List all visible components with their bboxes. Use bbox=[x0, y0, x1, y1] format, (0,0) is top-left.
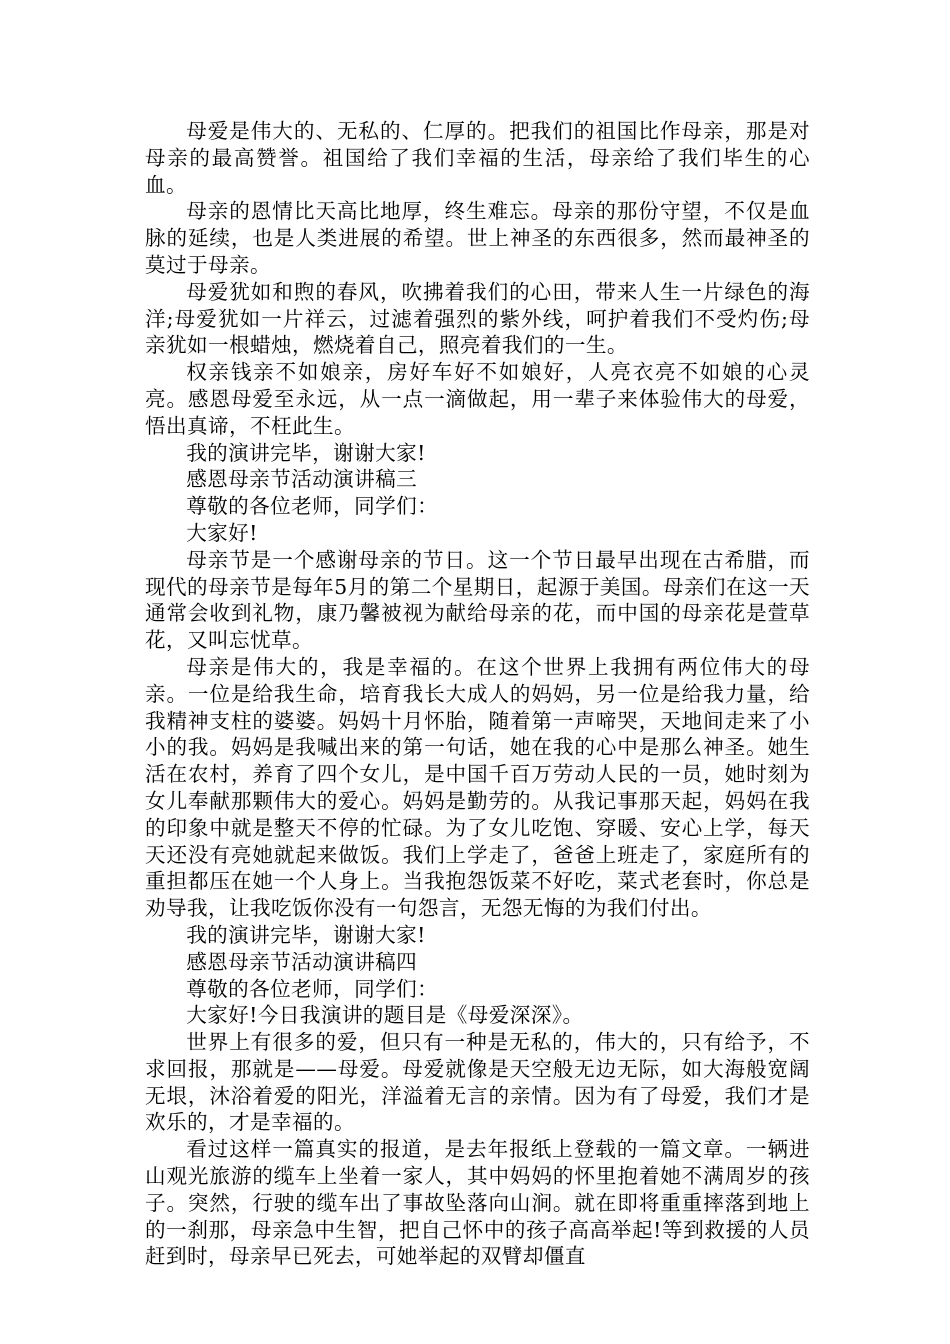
closing-line: 我的演讲完毕，谢谢大家! bbox=[186, 440, 426, 465]
section-heading: 感恩母亲节活动演讲稿三 bbox=[186, 467, 418, 492]
paragraph: 权亲钱亲不如娘亲，房好车好不如娘好，人亮衣亮不如娘的心灵亮。感恩母爱至永远，从一点一滴做起，用一辈子来体验伟大的母爱，悟出真谛，不枉此生。 bbox=[145, 360, 810, 438]
salutation: 尊敬的各位老师，同学们： bbox=[186, 976, 439, 1001]
paragraph: 世界上有很多的爱，但只有一种是无私的，伟大的，只有给予，不求回报，那就是——母爱。母爱就像是天空般无边无际，如大海般宽阔无垠，沐浴着爱的阳光，洋溢着无言的亲情。因为有了母爱，我们才是欢乐的，才是幸福的。 bbox=[145, 1030, 810, 1135]
paragraph: 母爱是伟大的、无私的、仁厚的。把我们的祖国比作母亲，那是对母亲的最高赞誉。祖国给了我们幸福的生活，母亲给了我们毕生的心血。 bbox=[145, 119, 810, 197]
greeting: 大家好! bbox=[186, 520, 258, 545]
closing-line: 我的演讲完毕，谢谢大家! bbox=[186, 922, 426, 947]
section-heading: 感恩母亲节活动演讲稿四 bbox=[186, 949, 418, 974]
paragraph: 看过这样一篇真实的报道，是去年报纸上登载的一篇文章。一辆进山观光旅游的缆车上坐着一家人，其中妈妈的怀里抱着她不满周岁的孩子。突然，行驶的缆车出了事故坠落向山涧。就在即将重重摔落到地上的一刹那，母亲急中生智，把自己怀中的孩子高高举起!等到救援的人员赶到时，母亲早已死去，可她举起的双臂却僵直 bbox=[145, 1137, 810, 1269]
paragraph: 母爱犹如和煦的春风，吹拂着我们的心田，带来人生一片绿色的海洋;母爱犹如一片祥云，过滤着强烈的紫外线，呵护着我们不受灼伤;母亲犹如一根蜡烛，燃烧着自己，照亮着我们的一生。 bbox=[145, 279, 810, 358]
salutation: 尊敬的各位老师，同学们： bbox=[186, 494, 439, 519]
document-page bbox=[145, 118, 810, 1270]
greeting: 大家好!今日我演讲的题目是《母爱深深》。 bbox=[186, 1003, 584, 1028]
paragraph: 母亲节是一个感谢母亲的节日。这一个节日最早出现在古希腊，而现代的母亲节是每年5月的第二个星期日，起源于美国。母亲们在这一天通常会收到礼物，康乃馨被视为献给母亲的花，而中国的母亲花是萱草花，又叫忘忧草。 bbox=[145, 547, 810, 653]
paragraph: 母亲是伟大的，我是幸福的。在这个世界上我拥有两位伟大的母亲。一位是给我生命，培育我长大成人的妈妈，另一位是给我力量，给我精神支柱的婆婆。妈妈十月怀胎，随着第一声啼哭，天地间走来了小小的我。妈妈是我喊出来的第一句话，她在我的心中是那么神圣。她生活在农村，养育了四个女儿，是中国千百万劳动人民的一员，她时刻为女儿奉献那颗伟大的爱心。妈妈是勤劳的。从我记事那天起，妈妈在我的印象中就是整天不停的忙碌。为了女儿吃饱、穿暖、安心上学，每天天还没有亮她就起来做饭。我们上学走了，爸爸上班走了，家庭所有的重担都压在她一个人身上。当我抱怨饭菜不好吃，菜式老套时，你总是劝导我，让我吃饭你没有一句怨言，无怨无悔的为我们付出。 bbox=[145, 654, 810, 921]
paragraph: 母亲的恩情比天高比地厚，终生难忘。母亲的那份守望，不仅是血脉的延续，也是人类进展的希望。世上神圣的东西很多，然而最神圣的莫过于母亲。 bbox=[145, 199, 810, 277]
